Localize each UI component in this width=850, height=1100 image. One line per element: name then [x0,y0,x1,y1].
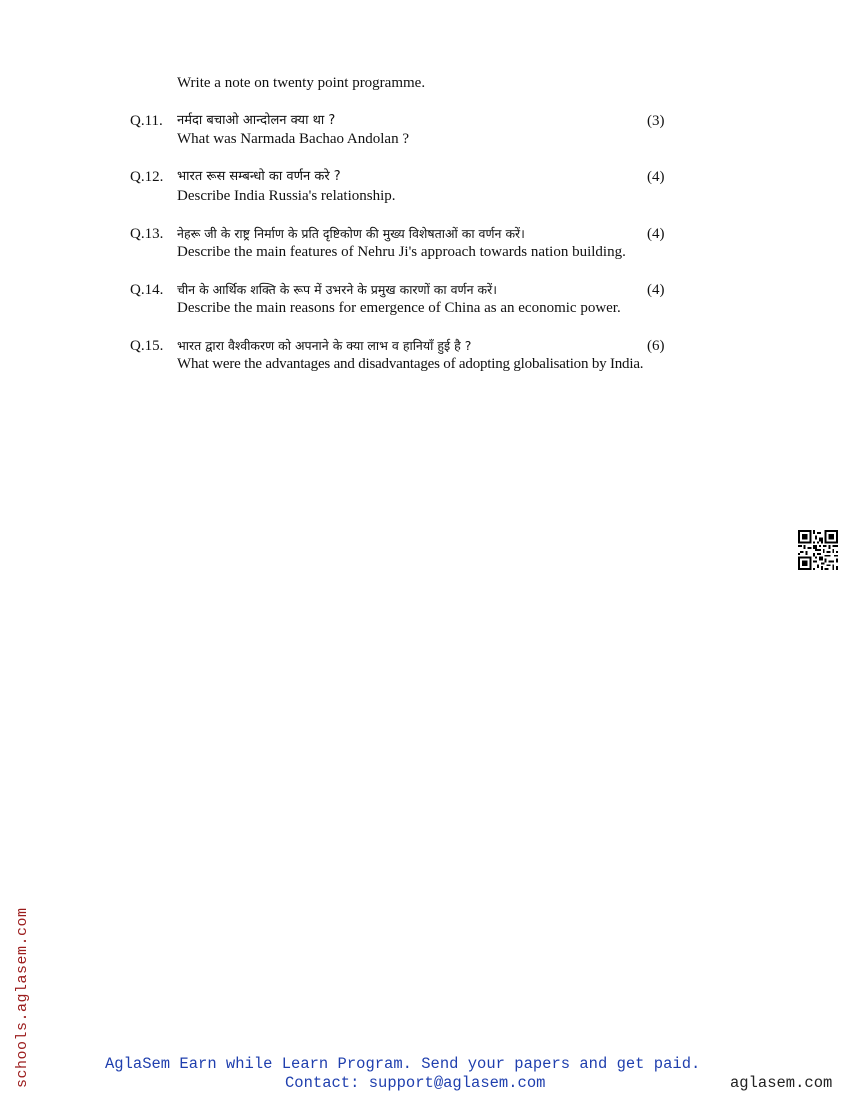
question-number: Q.14. [130,282,164,298]
question-text-hindi: भारत रूस सम्बन्धो का वर्णन करे ? [177,169,341,184]
question-text-english: What was Narmada Bachao Andolan ? [177,131,409,147]
question-marks: (4) [647,282,665,298]
footer-site-link[interactable]: aglasem.com [730,1074,833,1092]
question-number: Q.13. [130,226,164,242]
question-text-hindi: चीन के आर्थिक शक्ति के रूप में उभरने के प्रमुख कारणों का वर्णन करें। [177,282,497,297]
question-text-english: Describe the main features of Nehru Ji's approach towards nation building. [177,244,626,260]
question-number: Q.12. [130,169,164,185]
question-text-english: Describe the main reasons for emergence of China as an economic power. [177,300,621,316]
question-number: Q.11. [130,113,163,129]
question-text-hindi: नर्मदा बचाओ आन्दोलन क्या था ? [177,113,336,128]
side-watermark: schools.aglasem.com [14,907,31,1088]
qr-code-icon [798,530,838,570]
question-marks: (3) [647,113,665,129]
question-number: Q.15. [130,338,164,354]
footer-promo-text: AglaSem Earn while Learn Program. Send your papers and get paid. [105,1055,701,1073]
intro-note: Write a note on twenty point programme. [177,75,426,91]
footer-contact-text[interactable]: Contact: support@aglasem.com [285,1074,546,1092]
question-marks: (4) [647,226,665,242]
question-marks: (6) [647,338,665,354]
question-text-english: Describe India Russia's relationship. [177,188,396,204]
question-text-hindi: नेहरू जी के राष्ट्र निर्माण के प्रति दृष्टिकोण की मुख्य विशेषताओं का वर्णन करें। [177,226,525,241]
question-text-english: What were the advantages and disadvantages of adopting globalisation by India. [177,356,644,372]
question-marks: (4) [647,169,665,185]
question-text-hindi: भारत द्वारा वैश्वीकरण को अपनाने के क्या लाभ व हानियाँ हुई है ? [177,338,472,353]
